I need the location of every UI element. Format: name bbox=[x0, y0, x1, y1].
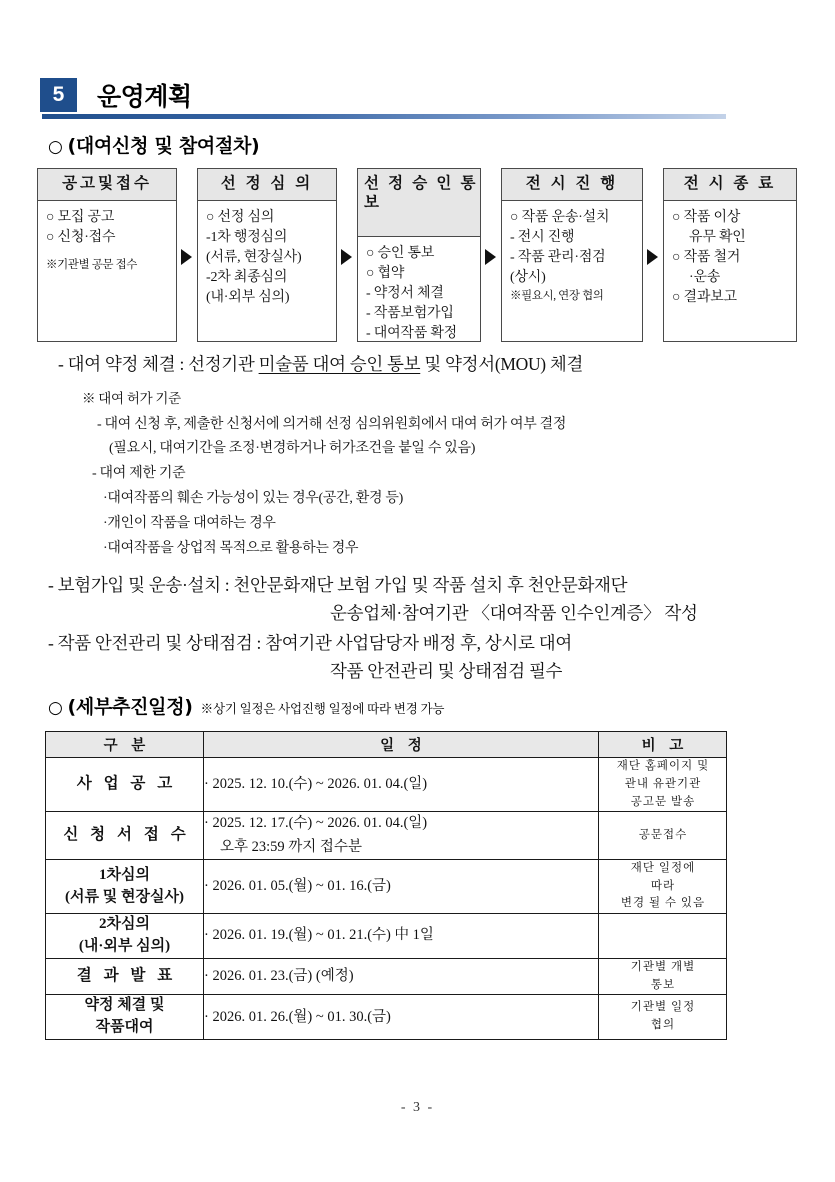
cell-division bbox=[46, 958, 204, 995]
cell-note bbox=[599, 958, 727, 995]
schedule-table-body bbox=[46, 758, 727, 1040]
flow-line: - 약정서 체결 bbox=[366, 285, 444, 301]
flow-arrow-icon bbox=[341, 249, 352, 265]
division-label: 결 과 발 표 bbox=[76, 967, 177, 985]
division-sublabel: (서류 및 현장실사) bbox=[65, 888, 184, 905]
flow-line: 유무 확인 bbox=[689, 229, 746, 245]
flow-line: ○ 신청·접수 bbox=[46, 229, 116, 245]
note-line: 기관별 일정 bbox=[630, 1001, 696, 1014]
page-number: - 3 - bbox=[400, 1100, 435, 1115]
flow-line: ○ 작품 이상 bbox=[672, 210, 741, 225]
schedule-main: · 2026. 01. 19.(월) ~ 01. 21.(수) 中 1일 bbox=[204, 927, 434, 944]
schedule-sub: 오후 23:59 까지 접수분 bbox=[220, 838, 362, 855]
cell-note bbox=[599, 812, 727, 859]
flow-line: ○ 결과보고 bbox=[672, 289, 737, 305]
flow-box-title: 선 정 심 의 bbox=[198, 169, 336, 201]
table-row bbox=[46, 914, 727, 959]
note-line: 기관별 개별 bbox=[630, 960, 696, 973]
criteria-item: ·대여작품의 훼손 가능성이 있는 경우(공간, 환경 등) bbox=[103, 491, 403, 506]
flow-line-note: ※기관별 공문 접수 bbox=[46, 258, 138, 271]
note-line: 공고문 발송 bbox=[630, 795, 696, 808]
cell-division bbox=[46, 758, 204, 812]
division-sublabel: 작품대여 bbox=[95, 1019, 154, 1036]
heading-procedure bbox=[48, 131, 259, 158]
flow-line: - 전시 진행 bbox=[510, 229, 575, 245]
cell-note bbox=[599, 914, 727, 959]
process-flow-diagram bbox=[37, 168, 797, 342]
note-line: 통보 bbox=[650, 978, 676, 991]
flow-box-body bbox=[38, 201, 176, 277]
flow-arrow-icon bbox=[647, 249, 658, 265]
flow-box-closing bbox=[663, 168, 797, 342]
cell-division bbox=[46, 995, 204, 1040]
criteria-title: ※ 대여 허가 기준 bbox=[82, 391, 181, 406]
flow-box-title: 공고및접수 bbox=[38, 169, 176, 201]
criteria-item: ·개인이 작품을 대여하는 경우 bbox=[103, 516, 276, 531]
flow-line: ○ 선정 심의 bbox=[206, 210, 275, 225]
circle-bullet-icon: ○ bbox=[48, 698, 63, 718]
insurance-line-1: - 보험가입 및 운송·설치 : 천안문화재단 보험 가입 및 작품 설치 후 천안문화재단 bbox=[48, 575, 628, 595]
insurance-line-2: 운송업체·참여기관 〈대여작품 인수인계증〉 작성 bbox=[330, 603, 698, 623]
flow-line: ○ 작품 철거 bbox=[672, 249, 741, 265]
flow-box-title: 전 시 종 료 bbox=[664, 169, 796, 201]
cell-note bbox=[599, 859, 727, 913]
note-line: 재단 홈페이지 및 bbox=[616, 760, 710, 772]
division-label: 1차심의 bbox=[99, 866, 150, 883]
flow-line-note: ※필요시, 연장 협의 bbox=[510, 289, 604, 302]
note-line: 변경 될 수 있음 bbox=[620, 897, 706, 910]
flow-box-body bbox=[198, 201, 336, 311]
flow-line: ○ 협약 bbox=[366, 266, 405, 281]
note-line: 공문접수 bbox=[638, 828, 688, 841]
division-sublabel: (내·외부 심의) bbox=[78, 938, 171, 954]
flow-spacer bbox=[46, 248, 170, 257]
schedule-main: · 2025. 12. 10.(수) ~ 2026. 01. 04.(일) bbox=[204, 776, 428, 793]
heading-schedule-label: (세부추진일정) bbox=[67, 696, 193, 718]
flow-box-title: 전 시 진 행 bbox=[502, 169, 642, 201]
flow-line: - 작품보험가입 bbox=[366, 305, 454, 321]
table-row bbox=[46, 995, 727, 1040]
flow-line: (내·외부 심의) bbox=[206, 289, 290, 305]
flow-box-body bbox=[502, 201, 642, 308]
cell-note bbox=[599, 758, 727, 812]
schedule-main: · 2026. 01. 23.(금) (예정) bbox=[204, 967, 354, 984]
flow-line: ○ 모집 공고 bbox=[46, 210, 115, 225]
flow-line: - 작품 관리·점검 bbox=[510, 249, 606, 265]
flow-box-announcement bbox=[37, 168, 177, 342]
division-label: 약정 체결 및 bbox=[84, 997, 165, 1014]
heading-procedure-label: (대여신청 및 참여절차) bbox=[67, 135, 260, 157]
safety-line-1: - 작품 안전관리 및 상태점검 : 참여기관 사업담당자 배정 후, 상시로 대여 bbox=[48, 633, 572, 653]
flow-box-title: 선 정 승 인 통 보 bbox=[358, 169, 480, 237]
flow-line: ○ 승인 통보 bbox=[366, 246, 435, 262]
flow-arrow-icon bbox=[181, 249, 192, 265]
cell-schedule bbox=[204, 914, 599, 959]
cell-schedule bbox=[204, 859, 599, 913]
note-line: 따라 bbox=[650, 879, 676, 892]
column-header-note: 비 고 bbox=[599, 732, 727, 758]
column-header-division: 구 분 bbox=[46, 732, 204, 758]
table-header-row bbox=[46, 732, 727, 758]
flow-line: (상시) bbox=[510, 269, 546, 285]
flow-box-body bbox=[358, 237, 480, 347]
division-label: 신 청 서 접 수 bbox=[63, 826, 190, 844]
cell-division bbox=[46, 859, 204, 913]
schedule-main: · 2026. 01. 26.(월) ~ 01. 30.(금) bbox=[204, 1008, 391, 1025]
agreement-prefix: - 대여 약정 체결 : 선정기관 bbox=[58, 354, 259, 374]
flow-line: -1차 행정심의 bbox=[206, 229, 288, 245]
agreement-line bbox=[58, 351, 583, 376]
page-title: 운영계획 bbox=[97, 82, 192, 111]
agreement-suffix: 및 약정서(MOU) 체결 bbox=[420, 354, 584, 374]
section-number-badge: 5 bbox=[40, 78, 77, 112]
circle-bullet-icon: ○ bbox=[48, 137, 63, 157]
cell-schedule bbox=[204, 758, 599, 812]
cell-note bbox=[599, 995, 727, 1040]
cell-schedule bbox=[204, 995, 599, 1040]
note-line: 협의 bbox=[650, 1019, 676, 1032]
table-row bbox=[46, 859, 727, 913]
heading-schedule bbox=[48, 692, 444, 719]
table-row bbox=[46, 812, 727, 859]
safety-line-2: 작품 안전관리 및 상태점검 필수 bbox=[330, 661, 563, 681]
schedule-table bbox=[45, 731, 727, 1040]
schedule-main: · 2025. 12. 17.(수) ~ 2026. 01. 04.(일) bbox=[204, 815, 428, 832]
flow-box-body bbox=[664, 201, 796, 311]
division-label: 2차심의 bbox=[99, 916, 150, 933]
flow-line: (서류, 현장실사) bbox=[206, 249, 302, 265]
cell-schedule bbox=[204, 958, 599, 995]
flow-box-exhibition bbox=[501, 168, 643, 342]
table-row bbox=[46, 758, 727, 812]
heading-schedule-note: ※상기 일정은 사업진행 일정에 따라 변경 가능 bbox=[200, 702, 445, 716]
division-label: 사 업 공 고 bbox=[76, 775, 177, 793]
agreement-underlined: 미술품 대여 승인 통보 bbox=[258, 354, 421, 374]
column-header-schedule: 일 정 bbox=[204, 732, 599, 758]
schedule-main: · 2026. 01. 05.(월) ~ 01. 16.(금) bbox=[204, 877, 391, 894]
note-line: 재단 일정에 bbox=[630, 861, 696, 874]
note-line: 관내 유관기관 bbox=[624, 777, 702, 790]
flow-arrow-icon bbox=[485, 249, 496, 265]
criteria-item: (필요시, 대여기간을 조정·변경하거나 허가조건을 붙일 수 있음) bbox=[109, 441, 476, 456]
flow-line: - 대여작품 확정 bbox=[366, 325, 458, 341]
section-divider-rule bbox=[42, 114, 726, 119]
criteria-item: - 대여 신청 후, 제출한 신청서에 의거해 선정 심의위원회에서 대여 허가 여부 결정 bbox=[97, 417, 567, 432]
table-row bbox=[46, 958, 727, 995]
flow-box-approval bbox=[357, 168, 481, 342]
flow-box-review bbox=[197, 168, 337, 342]
cell-division bbox=[46, 812, 204, 859]
criteria-item: ·대여작품을 상업적 목적으로 활용하는 경우 bbox=[103, 541, 359, 556]
cell-schedule bbox=[204, 812, 599, 859]
cell-division bbox=[46, 914, 204, 959]
flow-line: ○ 작품 운송·설치 bbox=[510, 210, 610, 225]
criteria-item: - 대여 제한 기준 bbox=[92, 466, 186, 481]
flow-line: ·운송 bbox=[689, 269, 721, 285]
flow-line: -2차 최종심의 bbox=[206, 269, 288, 285]
